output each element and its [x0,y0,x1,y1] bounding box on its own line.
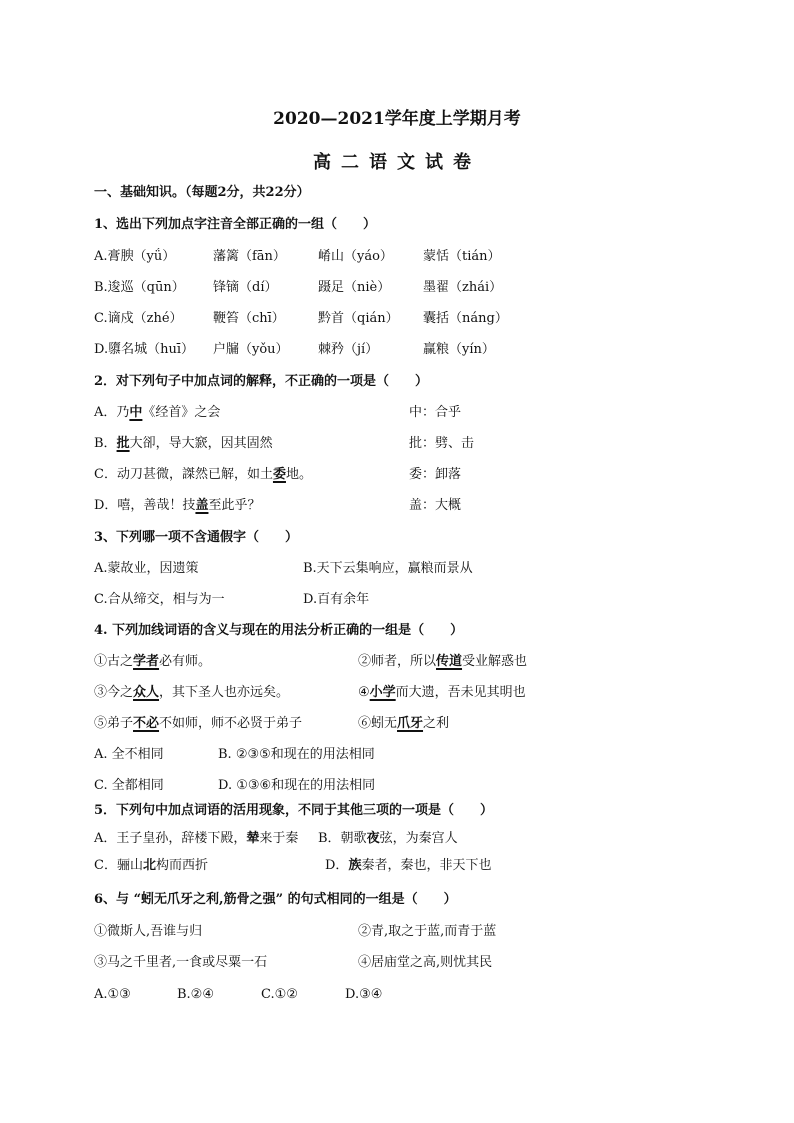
q2-gloss-d: 盖：大概 [409,498,462,513]
q4-option-b: B. ②③⑤和现在的用法相同 [218,747,375,762]
q2-gloss-a: 中：合乎 [409,405,462,420]
q4-key-word: 学者 [133,654,160,669]
q2-option-c: C．动刀甚微，謋然已解，如土委地。 [94,467,312,482]
q1-option: 棘矜（jí） [318,342,379,357]
q5-key-word: 夜 [366,831,380,846]
q4-key-word: 爪牙 [397,716,424,731]
q1-option: D.隳名城（huī） [94,342,194,357]
q4-option-c: C. 全都相同 [94,778,164,793]
q2-key-word: 委 [272,467,286,482]
q5-key-word: 北 [142,858,156,873]
q2-option-d: D．嘻，善哉！技盖至此乎？ [94,498,261,513]
q1-option: C.谪戍（zhé） [94,311,183,326]
q6-option-d: D.③④ [345,987,383,1002]
q1-option: 崤山（yáo） [318,249,393,264]
q2-key-word: 盖 [195,498,209,513]
q4-key-word: 传道 [436,654,463,669]
q2-key-word: 批 [116,436,130,451]
q6-option-c: C.①② [261,987,298,1002]
q1-option: A.膏腴（yǘ） [94,249,176,264]
q5-option-c: C．骊山北构而西折 [94,858,208,873]
q6-item: ②青,取之于蓝,而青于蓝 [358,924,497,939]
question-3-stem: 3、下列哪一项不含通假字（ ） [94,530,299,545]
question-1-stem: 1、选出下列加点字注音全部正确的一组（ ） [94,217,377,232]
q1-option: 藩篱（fān） [213,249,286,264]
q5-key-word: 族 [348,858,362,873]
q4-item: ⑥蚓无爪牙之利 [358,716,450,731]
question-2-stem: 2．对下列句子中加点词的解释，不正确的一项是（ ） [94,374,429,389]
exam-title: 2020—2021学年度上学期月考 [273,109,521,129]
q1-option: 户牖（yǒu） [213,342,289,357]
q5-option-a: A．王子皇孙，辞楼下殿，辇来于秦 [94,831,299,846]
q2-option-b: B．批大卻，导大窾，因其固然 [94,436,273,451]
q6-item: ③马之千里者,一食或尽粟一石 [94,955,268,970]
question-6-stem: 6、与 “蚓无爪牙之利,筋骨之强” 的句式相同的一组是（ ） [94,892,457,907]
q4-item: ④小学而大遗，吾未见其明也 [358,685,526,700]
q6-item: ④居庙堂之高,则忧其民 [358,955,493,970]
q4-item: ②师者，所以传道受业解惑也 [358,654,528,669]
q6-option-a: A.①③ [94,987,131,1002]
q1-option: 蹑足（niè） [318,280,391,295]
q4-item: ①古之学者必有师。 [94,654,212,669]
q2-gloss-c: 委：卸落 [409,467,462,482]
q1-option: 囊括（náng） [423,311,508,326]
q2-option-a: A．乃中《经首》之会 [94,405,221,420]
question-5-stem: 5．下列句中加点词语的活用现象，不同于其他三项的一项是（ ） [94,803,494,818]
q1-option: 蒙恬（tián） [423,249,501,264]
q6-item: ①微斯人,吾谁与归 [94,924,203,939]
q1-option: B.逡巡（qūn） [94,280,185,295]
section-heading: 一、基础知识。（每题2分，共22分） [94,185,310,200]
q6-option-b: B.②④ [177,987,214,1002]
q3-option-a: A.蒙故业，因遗策 [94,561,199,576]
q4-key-word: 小学 [369,685,396,700]
q4-key-word: 众人 [133,685,160,700]
q4-item: ⑤弟子不必不如师，师不必贤于弟子 [94,716,303,731]
q4-option-a: A. 全不相同 [94,747,164,762]
q2-key-word: 中 [129,405,143,420]
q2-gloss-b: 批：劈、击 [409,436,475,451]
q4-item: ③今之众人，其下圣人也亦远矣。 [94,685,290,700]
q5-option-b: B．朝歌夜弦，为秦宫人 [318,831,458,846]
q3-option-b: B.天下云集响应，赢粮而景从 [303,561,473,576]
q1-option: 黔首（qián） [318,311,399,326]
q1-option: 墨翟（zhái） [423,280,503,295]
q3-option-d: D.百有余年 [303,592,370,607]
q5-key-word: 辇 [246,831,260,846]
q4-key-word: 不必 [133,716,160,731]
q4-option-d: D. ①③⑥和现在的用法相同 [218,778,376,793]
question-4-stem: 4. 下列加线词语的含义与现在的用法分析正确的一组是（ ） [94,623,464,638]
q3-option-c: C.合从缔交，相与为一 [94,592,225,607]
q5-option-d: D．族秦者，秦也，非天下也 [325,858,492,873]
q1-option: 鞭笞（chī） [213,311,285,326]
q1-option: 赢粮（yín） [423,342,495,357]
q1-option: 锋镝（dí） [213,280,278,295]
exam-subtitle: 高二语文试卷 [313,152,481,173]
